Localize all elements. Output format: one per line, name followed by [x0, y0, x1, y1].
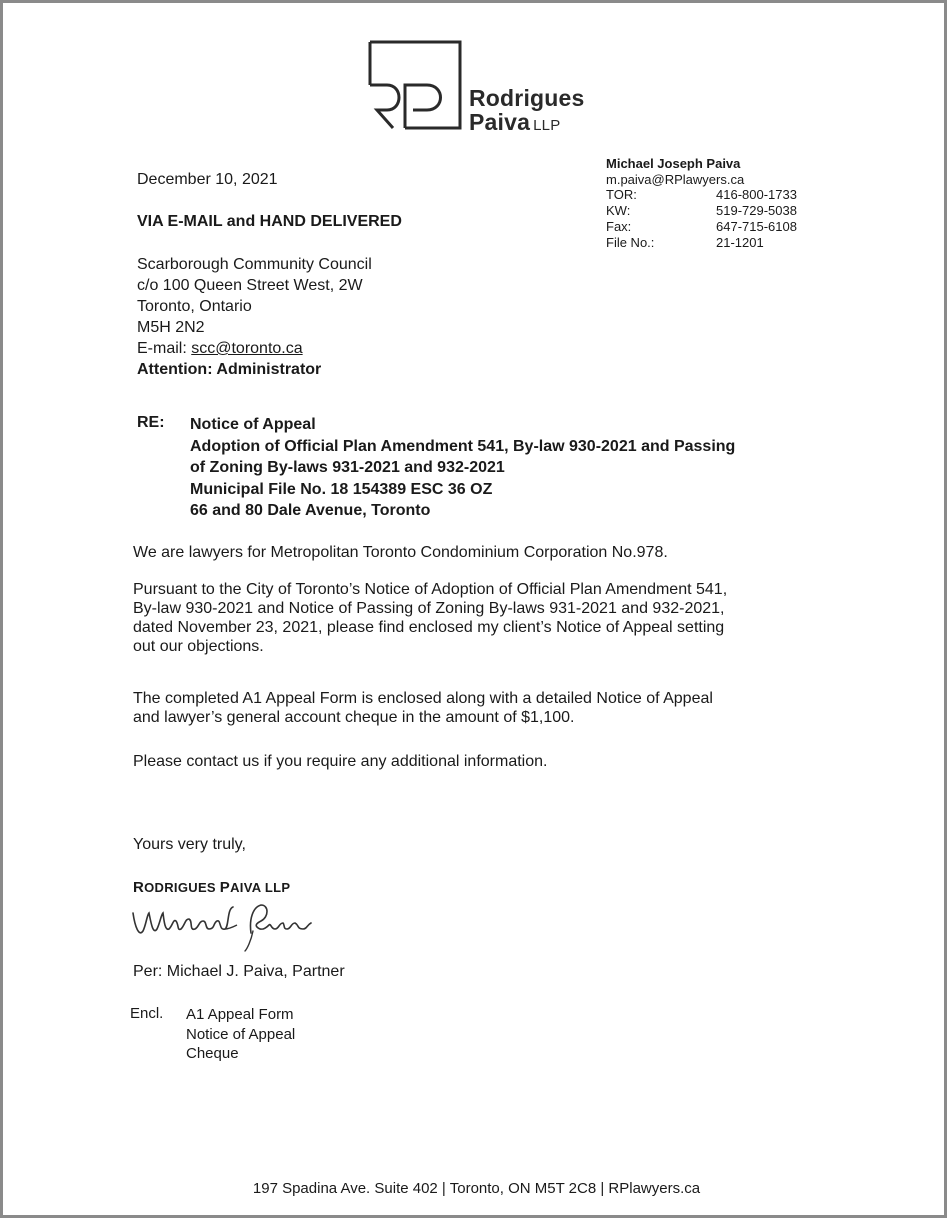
- contact-row-file: File No.: 21-1201: [606, 235, 764, 250]
- recipient-line: Toronto, Ontario: [137, 298, 252, 315]
- recipient-line: Scarborough Community Council: [137, 256, 372, 273]
- recipient-email-line: E-mail: scc@toronto.ca: [137, 340, 303, 357]
- signatory-line: Per: Michael J. Paiva, Partner: [133, 963, 345, 980]
- re-line: Municipal File No. 18 154389 ESC 36 OZ: [190, 480, 493, 498]
- re-line: Adoption of Official Plan Amendment 541, By-law 930-2021 and Passing: [190, 437, 736, 455]
- re-line: of Zoning By-laws 931-2021 and 932-2021: [190, 459, 505, 476]
- body-paragraph-3: [133, 689, 833, 727]
- body-paragraph-2: [133, 580, 833, 656]
- recipient-email-link[interactable]: scc@toronto.ca: [191, 340, 303, 357]
- enclosures-list: [186, 1005, 295, 1064]
- recipient-line: M5H 2N2: [137, 319, 205, 336]
- letter-date: December 10, 2021: [137, 171, 278, 188]
- firm-name-signature: RODRIGUES PAIVA LLP: [133, 879, 291, 896]
- brand-name-line2: Paiva LLP: [469, 109, 561, 135]
- paragraph-line: dated November 23, 2021, please find enclosed my client’s Notice of Appeal setting: [133, 619, 725, 636]
- re-line: Notice of Appeal: [190, 416, 316, 433]
- letter-footer: 197 Spadina Ave. Suite 402 | Toronto, ON M5T 2C8 | RPlawyers.ca: [252, 1180, 701, 1197]
- re-label: RE:: [137, 414, 165, 431]
- body-paragraph-1: We are lawyers for Metropolitan Toronto Condominium Corporation No.978.: [133, 544, 668, 561]
- contact-row-kw: KW: 519-729-5038: [606, 203, 797, 218]
- enclosures-label: Encl.: [130, 1005, 164, 1022]
- paragraph-line: Pursuant to the City of Toronto’s Notice of Adoption of Official Plan Amendment 541,: [133, 581, 728, 598]
- attention-line: Attention: Administrator: [137, 361, 322, 378]
- recipient-line: c/o 100 Queen Street West, 2W: [137, 277, 363, 294]
- delivery-method: VIA E-MAIL and HAND DELIVERED: [137, 213, 402, 230]
- body-paragraph-4: Please contact us if you require any additional information.: [133, 753, 548, 770]
- paragraph-line: The completed A1 Appeal Form is enclosed along with a detailed Notice of Appeal: [133, 690, 713, 707]
- paragraph-line: out our objections.: [133, 638, 264, 655]
- closing-salutation: Yours very truly,: [133, 836, 246, 853]
- brand-name-line1: Rodrigues: [469, 85, 585, 111]
- enclosure-item: A1 Appeal Form: [186, 1006, 294, 1023]
- re-line: 66 and 80 Dale Avenue, Toronto: [190, 502, 431, 519]
- contact-row-fax: Fax: 647-715-6108: [606, 219, 797, 234]
- handwritten-signature: [129, 899, 319, 954]
- paragraph-line: and lawyer’s general account cheque in the amount of $1,100.: [133, 709, 575, 726]
- enclosure-item: Cheque: [186, 1045, 239, 1062]
- paragraph-line: By-law 930-2021 and Notice of Passing of Zoning By-laws 931-2021 and 932-2021,: [133, 600, 725, 617]
- sender-name: Michael Joseph Paiva: [606, 156, 741, 171]
- re-subject: [190, 414, 735, 522]
- contact-row-tor: TOR: 416-800-1733: [606, 187, 797, 202]
- enclosure-item: Notice of Appeal: [186, 1025, 296, 1043]
- sender-email: m.paiva@RPlawyers.ca: [606, 172, 745, 187]
